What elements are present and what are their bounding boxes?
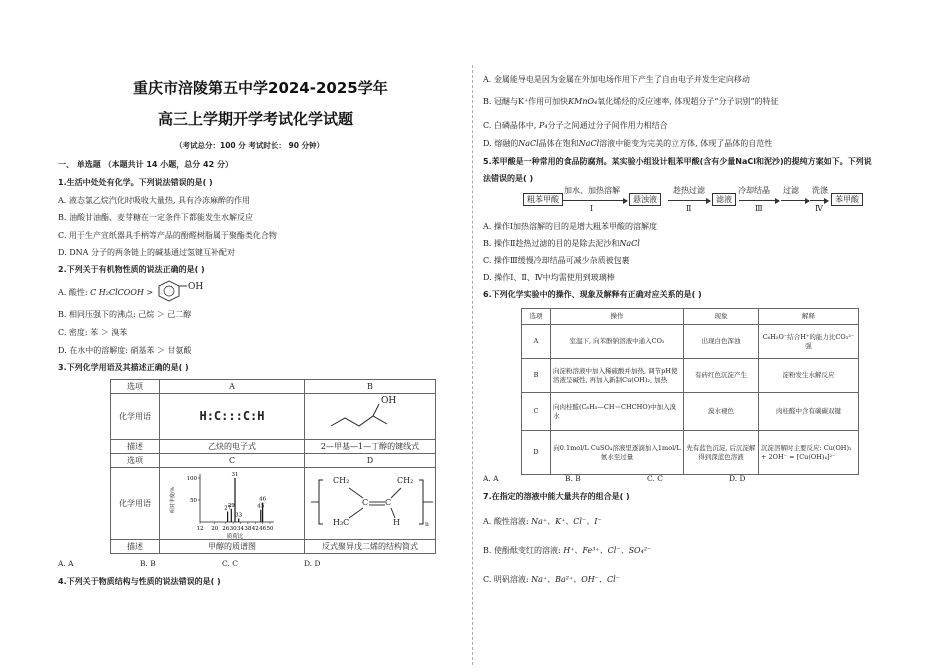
q6-a-operation: 室温下, 向苯酚钠溶液中通入CO₂ <box>551 325 684 359</box>
q6-th-explanation: 解释 <box>759 309 859 325</box>
q6-th-option: 选项 <box>522 309 551 325</box>
polymer-c2: C <box>385 498 392 507</box>
q5-option-b-pre: B. 操作Ⅱ趁热过滤的目的是除去泥沙和 <box>483 239 620 248</box>
q3-th-c: C <box>160 454 305 468</box>
q3-answer-c: C. C <box>222 559 238 568</box>
y-tick-label: 50 <box>190 498 197 504</box>
q1-option-d: D. DNA 分子的两条链上的碱基通过氢键互补配对 <box>58 248 235 257</box>
flow-step4: 过滤 <box>783 186 799 195</box>
acetylene-lewis: H:C:::C:H <box>199 408 265 423</box>
flow-arrow1 <box>563 200 627 201</box>
x-tick-label: 42 <box>251 526 259 532</box>
q7-option-c-ions: Na⁺、Ba²⁺、OH⁻、Cl⁻ <box>531 575 620 584</box>
q5-option-b-formula: NaCl <box>619 239 640 248</box>
peak-label: 29 <box>227 502 235 509</box>
q7-option-a-pre: A. 酸性溶液: <box>483 517 532 526</box>
x-tick-label: 26 <box>222 526 230 532</box>
q3-cell-b <box>305 394 436 440</box>
q4-option-d-f2: NaCl <box>578 139 600 148</box>
q6-d-explanation: 沉淀溶解时主要反应: Cu(OH)₂ + 2OH⁻ = [Cu(OH)₄]²⁻ <box>759 431 859 475</box>
q4-option-b-post: 氧化烯烃的反应速率, 体现超分子“分子识别”的特征 <box>597 97 779 106</box>
q7-option-b-pre: B. 使酚酞变红的溶液: <box>483 546 564 555</box>
flow-roman5: Ⅳ <box>815 204 823 213</box>
q6-d-operation: 向0.1mol/L CuSO₄溶液里逐滴加入1mol/L氨水至过量 <box>551 431 684 475</box>
q4-option-c-post: 分子之间通过分子间作用力相结合 <box>547 121 668 130</box>
polymer-ch2-right: CH₂ <box>397 476 414 485</box>
q4-option-c <box>483 121 668 130</box>
flow-step3: 冷却结晶 <box>738 186 770 195</box>
q4-option-b-formula: KMnO₄ <box>568 97 598 106</box>
q3-th-option2: 选项 <box>111 454 160 468</box>
mass-spectrum-chart <box>160 468 300 540</box>
flow-step2: 趁热过滤 <box>673 186 705 195</box>
flow-arrow3 <box>739 200 779 201</box>
q3-row-desc: 描述 <box>111 440 160 454</box>
q5-option-d: D. 操作Ⅰ、Ⅱ、Ⅳ中均需使用到玻璃棒 <box>483 273 615 282</box>
q6-d-phenomenon: 先有蓝色沉淀, 后沉淀解得到深蓝色溶液 <box>684 431 759 475</box>
q2-option-a-label: A. 酸性: <box>58 288 91 297</box>
q3-cell-d <box>305 468 436 540</box>
q3-desc-d: 反式聚异戊二烯的结构简式 <box>305 540 436 554</box>
flow-arrow5 <box>810 200 828 201</box>
q7-stem: 7.在指定的溶液中能大量共存的组合是( ) <box>483 492 630 501</box>
q4-option-c-pre: C. 白磷晶体中, <box>483 121 540 130</box>
q6-b-explanation: 淀粉发生水解反应 <box>759 359 859 393</box>
peak-label: 31 <box>231 472 239 478</box>
q4-option-d-mid: 晶体在饱和 <box>538 139 579 148</box>
q6-answer-b: B. B <box>565 474 581 483</box>
q5-option-c: C. 操作Ⅲ缓慢冷却结晶可减少杂质被包裹 <box>483 256 630 265</box>
left-column <box>55 0 460 672</box>
flow-roman2: Ⅱ <box>686 204 692 213</box>
section-heading: 一、 单选题 （本题共计 14 小题，总分 42 分） <box>58 160 233 169</box>
q3-th-option: 选项 <box>111 380 160 394</box>
q3-th-a: A <box>160 380 305 394</box>
q3-desc-c: 甲醇的质谱图 <box>160 540 305 554</box>
flow-arrow4 <box>781 200 809 201</box>
x-tick-label: 20 <box>211 526 219 532</box>
q3-answer-a: A. A <box>58 559 74 568</box>
q3-stem: 3.下列化学用语及其描述正确的是( ) <box>58 363 189 372</box>
flow-box-product: 苯甲酸 <box>831 193 863 206</box>
q2-option-d: D. 在水中的溶解度: 硝基苯 ＞ 甘氨酸 <box>58 346 192 355</box>
q7-option-b <box>483 546 651 555</box>
q6-c-label: C <box>522 393 551 431</box>
column-divider <box>472 65 473 665</box>
polymer-h: H <box>393 518 400 527</box>
q3-row-usage2: 化学用语 <box>111 468 160 540</box>
q4-option-d <box>483 139 772 148</box>
q3-cell-c <box>160 468 305 540</box>
q3-desc-b: 2—甲基—1—丁醇的键线式 <box>305 440 436 454</box>
q5-stem-line1: 5.苯甲酸是一种常用的食品防腐剂。某实验小组设计粗苯甲酸(含有少量NaCl和泥沙)的提纯方案如下。下列说 <box>483 157 872 166</box>
q5-stem-line2: 法错误的是( ) <box>483 174 534 183</box>
q1-option-c: C. 用于生产宣纸器具手柄等产品的酚醛树脂属于聚酯类化合物 <box>58 231 277 240</box>
flow-box-filtrate: 滤液 <box>712 193 736 206</box>
q5-option-b <box>483 239 640 248</box>
polymer-c1: C <box>362 498 369 507</box>
x-tick-label: 34 <box>237 526 245 532</box>
q1-option-a: A. 液态氯乙烷汽化时吸收大量热, 具有冷冻麻醉的作用 <box>58 196 250 205</box>
q7-option-a <box>483 517 602 526</box>
peak-label: 45 <box>257 503 265 510</box>
q6-answer-c: C. C <box>647 474 663 483</box>
phenol-oh-label: OH <box>188 282 204 292</box>
q2-option-b: B. 相同压强下的沸点: 己烷 ＞ 己二醇 <box>58 310 192 319</box>
flow-step5: 洗涤 <box>812 186 828 195</box>
polymer-ch2-top: CH₂ <box>333 476 350 485</box>
q2-option-a-gt: > <box>143 288 154 297</box>
q4-option-b-pre: B. 冠醚与K⁺作用可加快 <box>483 97 569 106</box>
x-tick-label: 46 <box>259 526 267 532</box>
q3-row-desc2: 描述 <box>111 540 160 554</box>
page-title-line1: 重庆市涪陵第五中学2024-2025学年 <box>133 79 388 97</box>
q5-option-a: A. 操作Ⅰ加热溶解的目的是增大粗苯甲酸的溶解度 <box>483 222 658 231</box>
q6-stem: 6.下列化学实验中的操作、现象及解释有正确对应关系的是( ) <box>483 290 702 299</box>
x-tick-label: 30 <box>229 526 237 532</box>
q1-stem: 1.生活中处处有化学。下列说法错误的是( ) <box>58 178 213 187</box>
x-tick-label: 50 <box>266 526 274 532</box>
q6-a-label: A <box>522 325 551 359</box>
polymer-structure <box>305 468 445 540</box>
q6-th-operation: 操作 <box>551 309 684 325</box>
exam-info: （考试总分：100 分 考试时长： 90 分钟） <box>175 141 325 150</box>
q1-option-b: B. 油酸甘油酯、麦芽糖在一定条件下都能发生水解反应 <box>58 213 253 222</box>
flow-roman1: Ⅰ <box>590 204 594 213</box>
q3-th-b: B <box>305 380 436 394</box>
x-tick-label: 12 <box>196 526 204 532</box>
q6-b-label: B <box>522 359 551 393</box>
polymer-n: n <box>425 521 429 528</box>
q4-option-a: A. 金属能导电是因为金属在外加电场作用下产生了自由电子并发生定向移动 <box>483 75 750 84</box>
q4-option-d-pre: D. 熔融的 <box>483 139 519 148</box>
flow-box-crude: 粗苯甲酸 <box>523 193 563 206</box>
q4-option-d-post: 溶液中能变为完美的立方体, 体现了晶体的自范性 <box>599 139 773 148</box>
q6-c-explanation: 肉桂醛中含有碳碳双键 <box>759 393 859 431</box>
q3-cell-a <box>160 394 305 440</box>
q2-option-a-formula: C H₂ClCOOH <box>90 288 144 297</box>
q6-th-phenomenon: 现象 <box>684 309 759 325</box>
peak-label: 33 <box>235 512 243 519</box>
q6-table <box>521 308 859 475</box>
q3-table <box>110 379 436 554</box>
x-axis-label: 质荷比 <box>226 534 244 540</box>
q7-option-c <box>483 575 620 584</box>
right-column <box>483 0 883 672</box>
q6-answer-d: D. D <box>729 474 746 483</box>
q6-b-phenomenon: 有砖红色沉淀产生 <box>684 359 759 393</box>
q6-c-operation: 向肉桂醛(C₆H₅—CH＝CHCHO)中加入溴水 <box>551 393 684 431</box>
q7-option-b-ions: H⁺、Fe³⁺、Cl⁻、SO₄²⁻ <box>563 546 652 555</box>
q4-option-c-formula: P₄ <box>539 121 548 130</box>
q3-answer-b: B. B <box>140 559 156 568</box>
y-tick-label: 100 <box>186 476 197 482</box>
q6-answer-a: A. A <box>483 474 499 483</box>
q4-option-d-f1: NaCl <box>518 139 539 148</box>
flow-arrow2 <box>668 200 710 201</box>
q6-a-explanation: C₆H₅O⁻结合H⁺的能力比CO₃²⁻强 <box>759 325 859 359</box>
q3-row-usage: 化学用语 <box>111 394 160 440</box>
polymer-h3c: H₃C <box>333 518 350 527</box>
q6-a-phenomenon: 出现白色浑浊 <box>684 325 759 359</box>
q4-stem: 4.下列关于物质结构与性质的说法错误的是( ) <box>58 577 221 586</box>
q2-option-c: C. 密度: 苯 ＞ 溴苯 <box>58 328 128 337</box>
y-axis-label: 相对丰度/% <box>170 486 176 514</box>
q3-th-d: D <box>305 454 436 468</box>
q4-option-b <box>483 97 779 106</box>
q6-d-label: D <box>522 431 551 475</box>
q3-desc-a: 乙炔的电子式 <box>160 440 305 454</box>
q2-option-a <box>58 288 153 297</box>
flow-step1: 加水、加热溶解 <box>564 186 620 195</box>
peak-label: 46 <box>259 496 267 503</box>
x-tick-label: 38 <box>244 526 252 532</box>
q6-c-phenomenon: 溴水褪色 <box>684 393 759 431</box>
q6-b-operation: 向淀粉溶液中加入稀硫酸并加热, 调节pH使溶液呈碱性, 再加入新制Cu(OH)₂, 加热 <box>551 359 684 393</box>
q7-option-a-ions: Na⁺、K⁺、Cl⁻、I⁻ <box>531 517 602 526</box>
peak-label: 27 <box>224 505 232 512</box>
q3-answer-d: D. D <box>304 559 321 568</box>
q7-option-c-pre: C. 明矾溶液: <box>483 575 532 584</box>
flow-box-suspension: 悬浊液 <box>629 193 661 206</box>
q2-stem: 2.下列关于有机物性质的说法正确的是( ) <box>58 265 205 274</box>
flow-roman3: Ⅲ <box>755 204 763 213</box>
page-title-line2: 高三上学期开学考试化学试题 <box>158 110 354 128</box>
skeletal-oh-label: OH <box>381 396 397 406</box>
